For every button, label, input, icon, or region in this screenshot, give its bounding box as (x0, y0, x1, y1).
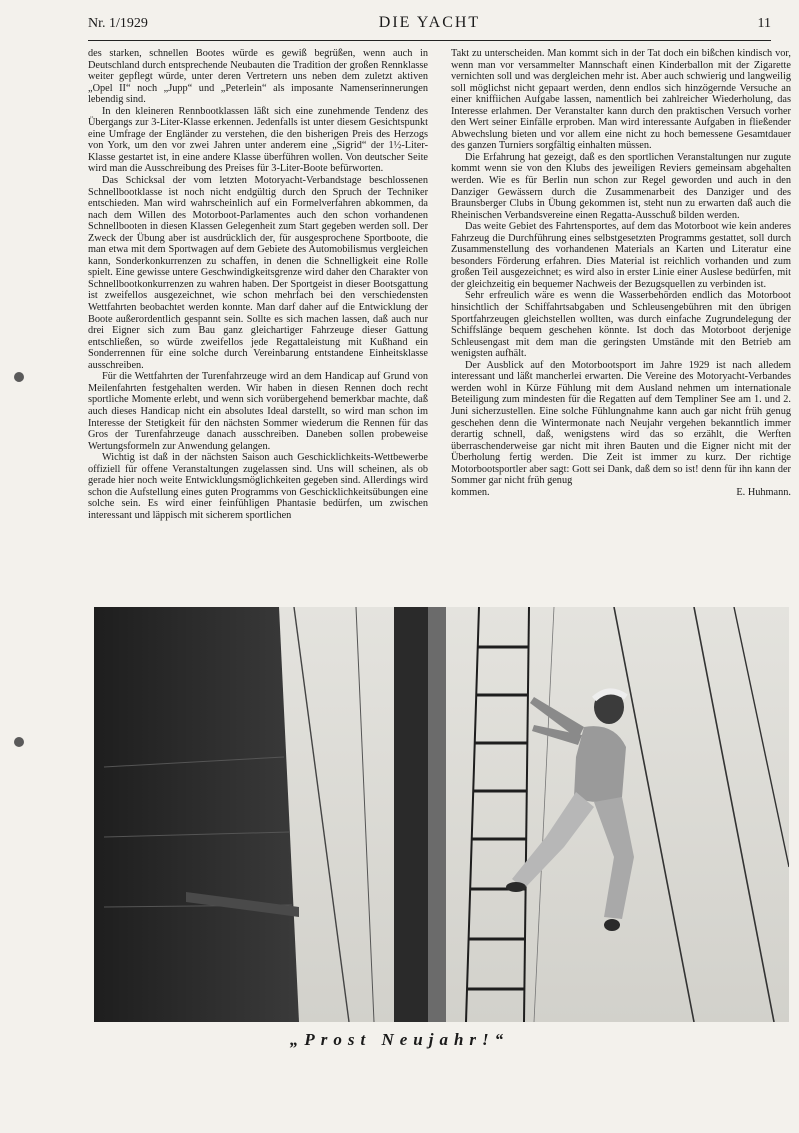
paragraph: Die Erfahrung hat gezeigt, daß es den sportlichen Veranstaltungen nur zugute kommt wenn sie von den Klubs des jeweiligen Reviers gemeinsam abgehalten werden. Wie es für Berlin nun schon zur Regel geworden und auch in den Danziger Gewässern durch die Zusammenarbeit des Danziger und des Braunsberger Clubs in Übung gekommen ist, steht nun zu erwarten daß auch die Rheinischen Verbandsvereine einen Regatta-Ausschuß bilden werden. (451, 151, 791, 221)
paragraph: Takt zu unterscheiden. Man kommt sich in der Tat doch ein bißchen kindisch vor, wenn man vor versammelter Mannschaft einen Kinderballon mit der Zigarette vernichten soll und was dergleichen mehr ist. Aber auch schwierig und langweilig soll möglichst nicht gepaart werden, denn endlos sich hinzögernde Versuche an einer kniffiichen Aufgabe lassen, namentlich bei zahlreicher Wiederholung, das Interesse erlahmen. Der Veranstalter kann durch den praktischen Versuch vorher den Wert seiner Einfälle erproben. Man wird interessante Aufgaben in fließender Abwechslung bieten und vor allem eine nicht zu hoch bemessene Gesamtdauer des ganzen Turniers sorgfältig einhalten müssen. (451, 48, 791, 152)
paragraph: des starken, schnellen Bootes würde es gewiß begrüßen, wenn auch in Deutschland durch entsprechende Neubauten die Tradition der großen Rennklasse weiter gepflegt würde, unter deren Vertretern uns neben dem zuletzt aktiven „Opel II“ noch „Jupp“ und „Peterlein“ als imposante Namenserinnerungen lebendig sind. (88, 48, 428, 106)
closing-line (451, 487, 791, 499)
page-header (88, 14, 771, 36)
page-number: 11 (757, 16, 771, 31)
paragraph: Wichtig ist daß in der nächsten Saison auch Geschicklichkeits-Wettbewerbe offiziell für offene Veranstaltungen zugelassen sind. Uns will scheinen, als ob gerade hier noch weite Entwicklungsmöglichkeiten gegeben sind. Allerdings wird schon die Aufstellung eines guten Programms von Geschicklichkeitsübungen eine solche sein. Es wird einer feinfühligen Phantasie bedürfen, um zwischen interessant und läppisch mit sicherem sportlichen (88, 452, 428, 521)
article-column-left (88, 48, 428, 604)
magazine-title: DIE YACHT (378, 14, 481, 31)
paragraph: Der Ausblick auf den Motorbootsport im Jahre 1929 ist nach alledem interessant und läßt mancherlei erwarten. Die Vereine des Motoryacht-Verbandes werden wohl in Kürze Fühlung mit dem Ausland nehmen um internationale Beteiligung zum mindesten für die Regatten auf dem Templiner See am 1. und 2. Juni sicherzustellen. Eine solche Fühlungnahme kann auch gar nicht früh genug geschehen denn die Wintermonate nach Neujahr vergehen bekanntlich immer derartig schnell, daß, wenigstens wird das so erzählt, die Werften überraschenderweise gar nicht mit ihren Bauten und die Eigner nicht mit der Überholung fertig werden. Die Zeit ist immer zu kurz. Der richtige Motorbootsportler aber sagt: Gott sei Dank, daß dem so ist! denn für ihn kann der Sommer gar nicht früh genug (451, 359, 791, 487)
mast-icon (394, 607, 428, 1022)
photo-illustration-icon (94, 607, 789, 1022)
closing-word: kommen. (451, 486, 490, 498)
header-rule (88, 40, 771, 41)
article-column-right (451, 48, 791, 604)
issue-number: Nr. 1/1929 (88, 16, 148, 31)
paragraph: Das weite Gebiet des Fahrtensportes, auf dem das Motorboot wie kein anderes Fahrzeug die Durchführung eines selbstgesetzten Programms gestattet, soll durch Zusammenstellung des vorhandenen Materials an Karten und Literatur eine besonders Förderung erfahren. Dies Material ist reichlich vorhanden und zum großen Teil ausgezeichnet; es wird also in erster Linie einer Auslese bedürfen, mit der gleichzeitig ein bequemer Nachweis der Bezugsquellen zu verbinden ist. (451, 221, 791, 290)
photograph-icon (94, 607, 789, 1022)
binder-hole-top-icon (14, 372, 24, 382)
paragraph: Für die Wettfahrten der Turenfahrzeuge wird an dem Handicap auf Grund von Meilenfahrten festgehalten werden. Wir haben in diesen Rennen doch recht sportliche Momente erlebt, und wenn sich vorübergehend bemerkbar machte, daß auch dieses Handicap nicht ein absolutes Ideal darstellt, so wird man schon im Interesse der Stetigkeit für den nächsten Sommer wiederum die Rennen für das Gros der Turenfahrzeuge danach ausschreiben. Daneben sollen probeweise Wertungsformeln zur Anwendung gelangen. (88, 371, 428, 452)
author-signature: E. Huhmann. (736, 486, 791, 498)
sail-shape-icon (94, 607, 299, 1022)
paragraph: Das Schicksal der vom letzten Motoryacht-Verbandstage beschlossenen Schnellbootklasse ist noch nicht endgültig durch den Spruch der Techniker entschieden. Man wird wahrscheinlich auf ein Formelverfahren abkommen, da nach dem Willen des Motorboot-Parlamentes auch den schon vorhandenen Schnellbooten in diesen Klassen Gelegenheit zum Start gegeben werden soll. Der Zweck der Übung aber ist ausdrücklich der, für ausgesprochene Sportboote, die man etwa mit dem Sportwagen auf dem Gebiete des Automobilismus vergleichen kann, Sonderkonkurrenzen zu schaffen, in denen die Schnelligkeit eine Rolle spielt. Eine gewisse untere Geschwindigkeitsgrenze wird daher den Charakter von Schnellbootkonkurrenzen zu wahren haben. Der Sportgeist in dieser Bootsgattung ist zweifellos ausgezeichnet, wie schon mehrfach bei den verschiedensten Wettfahrten beobachtet werden konnte. Man darf daher auf die Entwicklung der Boote außerordentlich gespannt sein. Sollte es sich machen lassen, daß auch nur drei Eigner sich zum Bau ganz gleichartiger Fahrzeuge dieser Gattung entschließen, so würde zweifellos jede Regattaleistung mit Kußhand ein Sonderrennen für eine solche durch Vereinbarung entstandene Einheitsklasse ausschreiben. (88, 175, 428, 371)
paragraph: Sehr erfreulich wäre es wenn die Wasserbehörden endlich das Motorboot hinsichtlich der Schiffahrtsabgaben und Schleusengebühren mit den übrigen Sportfahrzeugen gleichstellen wollten, was durch einfache Zugrundelegung der Schiffslänge bequem geschehen könnte. Ist doch das Motorboot derjenige Schleusengast mit dem man die geringsten Umstände mit den Betrieb am wenigsten aufhält. (451, 290, 791, 360)
photo-caption: „Prost Neujahr!“ (289, 1030, 510, 1049)
binder-hole-bottom-icon (14, 737, 24, 747)
paragraph: In den kleineren Rennbootklassen läßt sich eine zunehmende Tendenz des Übergangs zur 3-Liter-Klasse erkennen. Jedenfalls ist unter diesem Gesichtspunkt eine Umfrage der Engländer zu verstehen, die den bisherigen Preis des Herzogs von York, um den vor zwei Jahren unter anderem eine „Sigrid“ der 1½-Liter-Klasse gestartet ist, in eine andere Klasse überführen wollen. Von deutscher Seite wird man die Ausschreibung des Preises für 3-Liter-Boote befürworten. (88, 105, 428, 175)
